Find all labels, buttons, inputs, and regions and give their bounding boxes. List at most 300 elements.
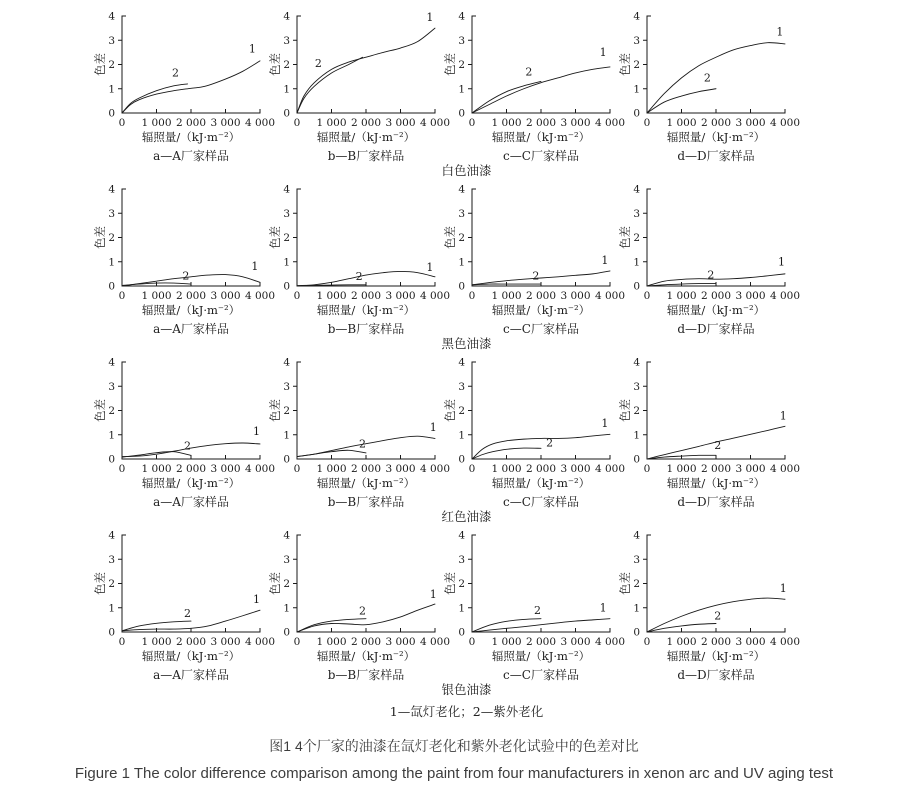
- curve-legend-note: 1—氙灯老化；2—紫外老化: [389, 704, 544, 719]
- x-tick-label: 2 000: [175, 117, 207, 129]
- x-tick-label: 1 000: [141, 463, 172, 475]
- x-tick-label: 3 000: [560, 636, 591, 648]
- y-tick-label: 3: [283, 380, 290, 393]
- chart-cell: [442, 179, 626, 337]
- chart-caption: c—C厂家样品: [503, 668, 579, 682]
- y-tick-label: 1: [458, 256, 465, 269]
- x-tick-label: 4 000: [769, 290, 801, 302]
- y-tick-label: 0: [458, 280, 465, 293]
- x-tick-label: 1 000: [666, 636, 697, 648]
- y-axis-label: 色差: [268, 399, 282, 422]
- chart-cell: [92, 352, 276, 510]
- x-tick-label: 4 000: [594, 636, 626, 648]
- curve-label-2: 2: [184, 439, 192, 453]
- x-tick-label: 4 000: [769, 117, 801, 129]
- y-tick-label: 2: [283, 59, 290, 71]
- x-tick-label: 4 000: [419, 463, 451, 475]
- x-tick-label: 2 000: [525, 463, 557, 475]
- y-tick-label: 0: [283, 280, 290, 293]
- x-tick-label: 3 000: [560, 117, 591, 129]
- x-tick-label: 1 000: [491, 636, 522, 648]
- x-tick-label: 0: [118, 290, 126, 302]
- y-axis-label: 色差: [268, 53, 282, 76]
- curve-1: [647, 43, 785, 113]
- chart-row: [0, 6, 908, 179]
- paint-group-label: 黑色油漆: [441, 336, 492, 351]
- y-tick-label: 2: [633, 578, 640, 590]
- y-tick-label: 4: [458, 183, 465, 196]
- x-axis-label: 辐照量/（kJ·m⁻²）: [666, 476, 766, 490]
- y-tick-label: 1: [458, 429, 465, 442]
- y-tick-label: 0: [633, 453, 640, 466]
- curve-label-2: 2: [546, 436, 554, 450]
- chart-cell: [92, 525, 276, 683]
- x-tick-label: 2 000: [350, 290, 382, 302]
- x-tick-label: 4 000: [419, 636, 451, 648]
- y-tick-label: 1: [108, 429, 115, 442]
- chart-row-flex: [0, 6, 908, 164]
- x-tick-label: 3 000: [210, 117, 241, 129]
- y-tick-label: 4: [108, 529, 115, 542]
- x-tick-label: 2 000: [525, 290, 557, 302]
- x-tick-label: 3 000: [735, 290, 766, 302]
- y-tick-label: 2: [458, 405, 465, 417]
- chart-caption: b—B厂家样品: [327, 668, 405, 682]
- y-tick-label: 3: [458, 380, 465, 393]
- y-tick-label: 3: [458, 553, 465, 566]
- y-tick-label: 2: [108, 578, 115, 590]
- x-tick-label: 0: [468, 117, 476, 129]
- x-tick-label: 3 000: [385, 117, 416, 129]
- y-axis-label: 色差: [93, 399, 107, 422]
- figure-caption-zh: 图1 4个厂家的油漆在氙灯老化和紫外老化试验中的色差对比: [269, 738, 639, 754]
- y-tick-label: 2: [633, 59, 640, 71]
- y-tick-label: 3: [108, 34, 115, 47]
- y-tick-label: 4: [283, 529, 290, 542]
- y-tick-label: 1: [108, 256, 115, 269]
- x-tick-label: 3 000: [385, 636, 416, 648]
- chart-caption: d—D厂家样品: [677, 149, 755, 163]
- x-axis-label: 辐照量/（kJ·m⁻²）: [666, 303, 766, 317]
- curve-label-1: 1: [779, 409, 787, 423]
- x-axis-label: 辐照量/（kJ·m⁻²）: [491, 303, 591, 317]
- x-tick-label: 3 000: [560, 290, 591, 302]
- y-tick-label: 4: [458, 529, 465, 542]
- curve-label-1: 1: [599, 601, 607, 615]
- y-tick-label: 0: [633, 626, 640, 639]
- x-tick-label: 3 000: [735, 463, 766, 475]
- y-axis-label: 色差: [443, 572, 457, 595]
- curve-label-2: 2: [714, 438, 722, 452]
- curve-label-2: 2: [532, 269, 540, 283]
- chart-caption: a—A厂家样品: [153, 495, 229, 509]
- curve-label-2: 2: [534, 604, 542, 618]
- y-tick-label: 3: [108, 380, 115, 393]
- chart-caption: d—D厂家样品: [677, 668, 755, 682]
- y-tick-label: 2: [458, 232, 465, 244]
- y-axis-label: 色差: [443, 226, 457, 249]
- x-axis-label: 辐照量/（kJ·m⁻²）: [666, 649, 766, 663]
- x-tick-label: 4 000: [594, 463, 626, 475]
- axis-frame: [472, 535, 610, 632]
- y-tick-label: 0: [633, 280, 640, 293]
- chart-cell: [442, 525, 626, 683]
- y-tick-label: 1: [283, 602, 290, 615]
- x-tick-label: 3 000: [735, 636, 766, 648]
- y-axis-label: 色差: [443, 399, 457, 422]
- x-tick-label: 2 000: [350, 117, 382, 129]
- curve-label-1: 1: [429, 421, 437, 435]
- y-tick-label: 1: [458, 602, 465, 615]
- y-tick-label: 3: [108, 207, 115, 220]
- y-tick-label: 4: [283, 183, 290, 196]
- chart-caption: c—C厂家样品: [503, 322, 579, 336]
- y-axis-label: 色差: [268, 226, 282, 249]
- y-tick-label: 3: [108, 553, 115, 566]
- x-tick-label: 4 000: [769, 636, 801, 648]
- chart-caption: a—A厂家样品: [153, 668, 229, 682]
- y-axis-label: 色差: [443, 53, 457, 76]
- curve-label-1: 1: [778, 255, 786, 269]
- x-tick-label: 1 000: [316, 463, 347, 475]
- chart-cell: [442, 6, 626, 164]
- y-tick-label: 0: [633, 107, 640, 120]
- curve-label-2: 2: [355, 270, 363, 284]
- y-tick-label: 4: [283, 10, 290, 23]
- x-tick-label: 2 000: [350, 636, 382, 648]
- curve-label-2: 2: [707, 268, 715, 282]
- line-chart: [617, 179, 801, 321]
- x-tick-label: 0: [293, 636, 301, 648]
- x-tick-label: 1 000: [666, 290, 697, 302]
- x-tick-label: 3 000: [385, 463, 416, 475]
- curve-label-1: 1: [429, 588, 437, 602]
- x-tick-label: 2 000: [700, 290, 732, 302]
- x-tick-label: 3 000: [735, 117, 766, 129]
- y-tick-label: 4: [108, 10, 115, 23]
- x-tick-label: 1 000: [666, 117, 697, 129]
- y-tick-label: 3: [633, 34, 640, 47]
- line-chart: [617, 6, 801, 148]
- curve-label-1: 1: [426, 10, 434, 24]
- y-tick-label: 0: [283, 107, 290, 120]
- x-tick-label: 2 000: [175, 463, 207, 475]
- y-axis-label: 色差: [93, 53, 107, 76]
- y-tick-label: 3: [283, 207, 290, 220]
- curve-label-2: 2: [314, 56, 322, 70]
- chart-cell: [617, 6, 801, 164]
- chart-caption: a—A厂家样品: [153, 149, 229, 163]
- y-tick-label: 0: [108, 626, 115, 639]
- y-tick-label: 0: [458, 107, 465, 120]
- y-tick-label: 1: [108, 602, 115, 615]
- x-tick-label: 4 000: [594, 290, 626, 302]
- x-tick-label: 0: [293, 290, 301, 302]
- y-tick-label: 1: [633, 83, 640, 96]
- chart-cell: [92, 179, 276, 337]
- curve-label-1: 1: [253, 424, 261, 438]
- y-tick-label: 1: [283, 83, 290, 96]
- line-chart: [442, 6, 626, 148]
- y-tick-label: 0: [283, 453, 290, 466]
- x-tick-label: 0: [468, 636, 476, 648]
- figure-caption-en: Figure 1 The color difference comparison among the paint from four manufacturers in xenon arc and UV aging test: [74, 765, 834, 782]
- line-chart: [92, 525, 276, 667]
- chart-cell: [617, 352, 801, 510]
- x-tick-label: 3 000: [385, 290, 416, 302]
- line-chart: [267, 179, 451, 321]
- x-tick-label: 0: [643, 117, 651, 129]
- y-tick-label: 2: [633, 232, 640, 244]
- curve-1: [122, 61, 260, 113]
- y-tick-label: 1: [633, 429, 640, 442]
- line-chart: [617, 352, 801, 494]
- curve-label-1: 1: [253, 592, 261, 606]
- x-tick-label: 4 000: [769, 463, 801, 475]
- x-tick-label: 2 000: [525, 636, 557, 648]
- curve-label-2: 2: [171, 66, 179, 80]
- chart-cell: [617, 525, 801, 683]
- y-tick-label: 2: [458, 578, 465, 590]
- chart-caption: d—D厂家样品: [677, 322, 755, 336]
- y-tick-label: 4: [108, 356, 115, 369]
- curve-label-1: 1: [426, 260, 434, 274]
- curve-label-1: 1: [776, 25, 784, 39]
- chart-cell: [267, 179, 451, 337]
- x-tick-label: 2 000: [525, 117, 557, 129]
- x-tick-label: 1 000: [141, 636, 172, 648]
- x-axis-label: 辐照量/（kJ·m⁻²）: [491, 130, 591, 144]
- paint-group-label: 白色油漆: [441, 163, 492, 178]
- y-tick-label: 2: [108, 59, 115, 71]
- chart-cell: [267, 352, 451, 510]
- y-tick-label: 1: [633, 602, 640, 615]
- chart-caption: b—B厂家样品: [327, 495, 405, 509]
- paint-group-label: 红色油漆: [441, 509, 492, 524]
- curve-label-1: 1: [601, 416, 609, 430]
- y-tick-label: 2: [283, 405, 290, 417]
- line-chart: [617, 525, 801, 667]
- y-tick-label: 4: [633, 10, 640, 23]
- line-chart: [442, 525, 626, 667]
- y-tick-label: 3: [458, 34, 465, 47]
- line-chart: [92, 6, 276, 148]
- y-tick-label: 1: [108, 83, 115, 96]
- curve-label-2: 2: [525, 65, 533, 79]
- chart-row: [0, 352, 908, 525]
- y-tick-label: 0: [108, 453, 115, 466]
- chart-caption: b—B厂家样品: [327, 149, 405, 163]
- chart-caption: a—A厂家样品: [153, 322, 229, 336]
- chart-cell: [267, 525, 451, 683]
- y-tick-label: 4: [458, 10, 465, 23]
- y-tick-label: 4: [633, 183, 640, 196]
- y-tick-label: 4: [458, 356, 465, 369]
- x-tick-label: 0: [293, 117, 301, 129]
- x-tick-label: 2 000: [700, 636, 732, 648]
- chart-cell: [92, 6, 276, 164]
- chart-caption: c—C厂家样品: [503, 495, 579, 509]
- chart-cell: [617, 179, 801, 337]
- x-axis-label: 辐照量/（kJ·m⁻²）: [141, 476, 241, 490]
- chart-cell: [442, 352, 626, 510]
- y-tick-label: 3: [633, 553, 640, 566]
- curve-label-2: 2: [182, 269, 190, 283]
- y-tick-label: 4: [108, 183, 115, 196]
- x-tick-label: 2 000: [175, 290, 207, 302]
- y-tick-label: 2: [633, 405, 640, 417]
- y-tick-label: 2: [108, 232, 115, 244]
- chart-row: [0, 179, 908, 352]
- axis-frame: [122, 189, 260, 286]
- y-tick-label: 2: [108, 405, 115, 417]
- curve-label-2: 2: [184, 606, 192, 620]
- x-tick-label: 4 000: [594, 117, 626, 129]
- chart-row-flex: [0, 179, 908, 337]
- chart-caption: c—C厂家样品: [503, 149, 579, 163]
- curve-label-2: 2: [359, 604, 367, 618]
- x-tick-label: 0: [643, 290, 651, 302]
- x-tick-label: 4 000: [244, 636, 276, 648]
- curve-label-2: 2: [714, 609, 722, 623]
- chart-row: [0, 525, 908, 698]
- y-tick-label: 1: [458, 83, 465, 96]
- x-tick-label: 1 000: [141, 117, 172, 129]
- paint-group-label: 银色油漆: [441, 682, 492, 697]
- axis-frame: [472, 362, 610, 459]
- x-tick-label: 0: [468, 463, 476, 475]
- line-chart: [267, 525, 451, 667]
- curve-label-2: 2: [703, 71, 711, 85]
- x-axis-label: 辐照量/（kJ·m⁻²）: [491, 476, 591, 490]
- x-axis-label: 辐照量/（kJ·m⁻²）: [141, 130, 241, 144]
- x-tick-label: 0: [118, 117, 126, 129]
- x-tick-label: 2 000: [700, 117, 732, 129]
- x-axis-label: 辐照量/（kJ·m⁻²）: [316, 476, 416, 490]
- y-tick-label: 0: [108, 107, 115, 120]
- chart-caption: d—D厂家样品: [677, 495, 755, 509]
- x-tick-label: 0: [118, 636, 126, 648]
- chart-caption: b—B厂家样品: [327, 322, 405, 336]
- y-tick-label: 1: [633, 256, 640, 269]
- y-axis-label: 色差: [618, 226, 632, 249]
- x-axis-label: 辐照量/（kJ·m⁻²）: [316, 303, 416, 317]
- y-tick-label: 0: [108, 280, 115, 293]
- x-tick-label: 4 000: [419, 117, 451, 129]
- y-axis-label: 色差: [618, 572, 632, 595]
- axis-frame: [472, 189, 610, 286]
- x-tick-label: 0: [643, 463, 651, 475]
- x-tick-label: 3 000: [210, 463, 241, 475]
- curve-label-2: 2: [359, 437, 367, 451]
- curve-label-1: 1: [599, 46, 607, 60]
- curve-label-1: 1: [601, 254, 609, 268]
- curve-label-1: 1: [251, 260, 259, 274]
- x-axis-label: 辐照量/（kJ·m⁻²）: [316, 649, 416, 663]
- x-tick-label: 1 000: [316, 117, 347, 129]
- charts-grid: [0, 6, 908, 698]
- curve-1: [297, 28, 435, 113]
- y-tick-label: 0: [458, 453, 465, 466]
- y-tick-label: 1: [283, 256, 290, 269]
- line-chart: [92, 352, 276, 494]
- x-tick-label: 2 000: [700, 463, 732, 475]
- x-tick-label: 1 000: [491, 463, 522, 475]
- curve-2: [297, 57, 363, 113]
- x-tick-label: 1 000: [316, 636, 347, 648]
- chart-row-flex: [0, 525, 908, 683]
- x-tick-label: 1 000: [666, 463, 697, 475]
- chart-cell: [267, 6, 451, 164]
- x-axis-label: 辐照量/（kJ·m⁻²）: [666, 130, 766, 144]
- y-tick-label: 4: [633, 529, 640, 542]
- curve-2: [122, 84, 188, 113]
- curve-label-1: 1: [248, 42, 256, 56]
- y-axis-label: 色差: [618, 53, 632, 76]
- y-tick-label: 0: [458, 626, 465, 639]
- x-tick-label: 4 000: [419, 290, 451, 302]
- x-tick-label: 0: [118, 463, 126, 475]
- y-tick-label: 3: [458, 207, 465, 220]
- curve-2: [297, 285, 366, 286]
- x-tick-label: 3 000: [560, 463, 591, 475]
- x-tick-label: 1 000: [491, 117, 522, 129]
- y-tick-label: 3: [283, 553, 290, 566]
- y-tick-label: 1: [283, 429, 290, 442]
- line-chart: [442, 352, 626, 494]
- x-tick-label: 3 000: [210, 290, 241, 302]
- x-axis-label: 辐照量/（kJ·m⁻²）: [316, 130, 416, 144]
- y-tick-label: 2: [458, 59, 465, 71]
- x-tick-label: 0: [293, 463, 301, 475]
- x-tick-label: 1 000: [316, 290, 347, 302]
- y-tick-label: 3: [283, 34, 290, 47]
- axis-frame: [647, 16, 785, 113]
- curve-label-1: 1: [779, 581, 787, 595]
- x-axis-label: 辐照量/（kJ·m⁻²）: [141, 649, 241, 663]
- y-axis-label: 色差: [618, 399, 632, 422]
- x-axis-label: 辐照量/（kJ·m⁻²）: [491, 649, 591, 663]
- x-tick-label: 4 000: [244, 290, 276, 302]
- x-tick-label: 0: [643, 636, 651, 648]
- x-tick-label: 1 000: [491, 290, 522, 302]
- y-tick-label: 0: [283, 626, 290, 639]
- x-tick-label: 2 000: [350, 463, 382, 475]
- axis-frame: [647, 189, 785, 286]
- curve-1: [472, 67, 610, 113]
- x-tick-label: 4 000: [244, 463, 276, 475]
- line-chart: [267, 6, 451, 148]
- axis-frame: [297, 189, 435, 286]
- x-tick-label: 2 000: [175, 636, 207, 648]
- y-tick-label: 4: [633, 356, 640, 369]
- y-tick-label: 2: [283, 232, 290, 244]
- y-axis-label: 色差: [93, 226, 107, 249]
- x-tick-label: 3 000: [210, 636, 241, 648]
- x-tick-label: 4 000: [244, 117, 276, 129]
- y-axis-label: 色差: [268, 572, 282, 595]
- chart-row-flex: [0, 352, 908, 510]
- y-tick-label: 3: [633, 207, 640, 220]
- y-axis-label: 色差: [93, 572, 107, 595]
- line-chart: [92, 179, 276, 321]
- x-axis-label: 辐照量/（kJ·m⁻²）: [141, 303, 241, 317]
- y-tick-label: 4: [283, 356, 290, 369]
- line-chart: [442, 179, 626, 321]
- y-tick-label: 2: [283, 578, 290, 590]
- y-tick-label: 3: [633, 380, 640, 393]
- x-tick-label: 0: [468, 290, 476, 302]
